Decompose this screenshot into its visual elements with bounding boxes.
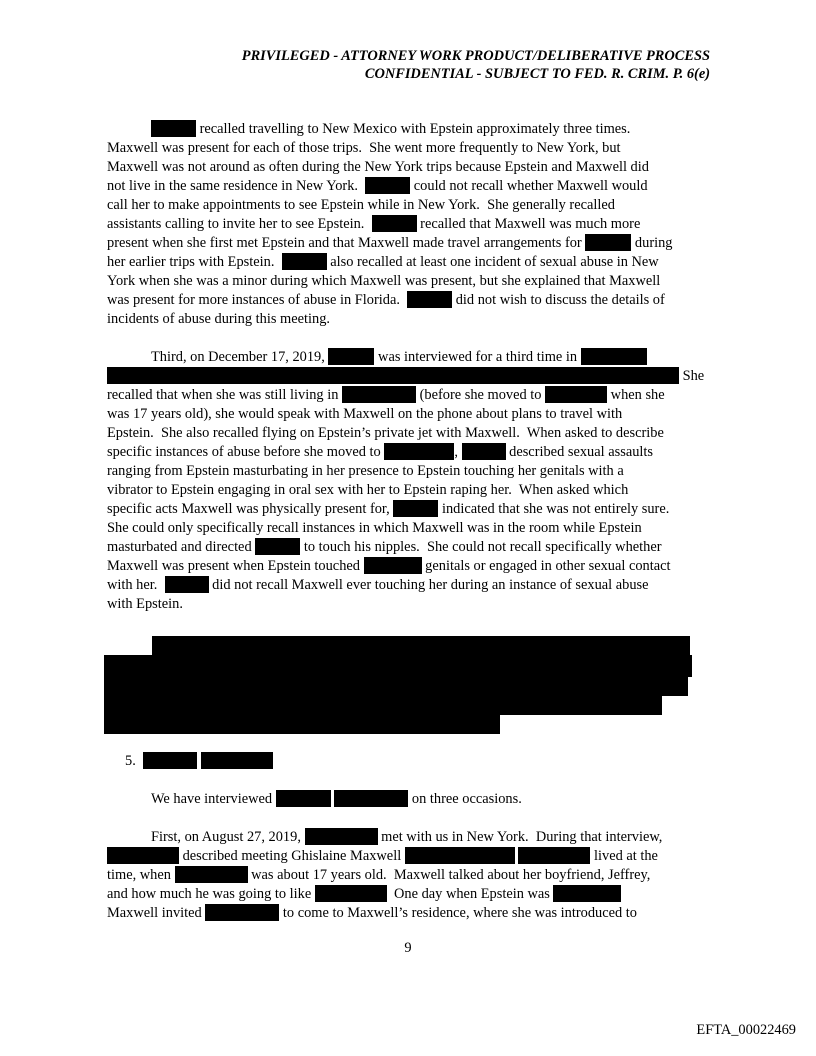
text-line (107, 847, 658, 865)
text-line (107, 139, 621, 157)
text-segment: , (454, 444, 462, 460)
text-segment: assistants calling to invite her to see Epstein. (107, 216, 372, 232)
text-segment: incidents of abuse during this meeting. (107, 311, 331, 327)
text-segment: did not wish to discuss the details of (452, 292, 665, 308)
redaction-box (334, 790, 408, 807)
text-segment: described sexual assaults (505, 444, 653, 460)
text-segment: Maxwell invited (107, 905, 206, 921)
text-line (107, 367, 704, 385)
text-line (107, 519, 642, 537)
redaction-box (384, 443, 454, 460)
text-segment: (before she moved to (416, 387, 546, 403)
text-segment: to come to Maxwell’s residence, where she was introduced to (279, 905, 637, 921)
redaction-box (205, 904, 279, 921)
text-line (107, 866, 650, 884)
text-line (107, 234, 673, 252)
redaction-box (393, 500, 438, 517)
redaction-box (276, 790, 331, 807)
text-segment: when she (607, 387, 665, 403)
header-line-1: PRIVILEGED - ATTORNEY WORK PRODUCT/DELIBERATIVE PROCESS (241, 48, 710, 64)
redaction-box (107, 367, 679, 384)
redaction-box (282, 253, 327, 270)
text-segment: Epstein. She also recalled flying on Epstein’s private jet with Maxwell. When asked to describe (107, 425, 664, 441)
text-segment: with her. (107, 577, 165, 593)
text-segment: Third, on December 17, 2019, (151, 349, 329, 365)
redaction-box (585, 234, 631, 251)
text-segment: on three occasions. (408, 791, 522, 807)
text-segment: was interviewed for a third time in (374, 349, 581, 365)
text-segment: to touch his nipples. She could not recall specifically whether (300, 539, 662, 555)
text-segment: and how much he was going to like (107, 886, 315, 902)
text-segment: call her to make appointments to see Epstein while in New York. She generally recalled (107, 197, 615, 213)
confidentiality-header (242, 47, 710, 83)
text-line (107, 595, 183, 613)
text-segment: specific acts Maxwell was physically present for, (107, 501, 394, 517)
bates-number: EFTA_00022469 (696, 1022, 796, 1038)
text-segment: with Epstein. (107, 596, 183, 612)
text-segment: present when she first met Epstein and that Maxwell made travel arrangements for (107, 235, 586, 251)
text-line (107, 348, 647, 366)
redaction-box (342, 386, 416, 403)
text-segment: Maxwell was not around as often during the New York trips because Epstein and Maxwell did (107, 159, 649, 175)
text-line (107, 481, 628, 499)
text-segment: was 17 years old), she would speak with Maxwell on the phone about plans to travel with (107, 406, 623, 422)
redaction-box (305, 828, 378, 845)
text-line (107, 576, 649, 594)
text-segment: could not recall whether Maxwell would (410, 178, 648, 194)
text-segment: One day when Epstein was (386, 886, 554, 902)
text-line (107, 253, 659, 271)
text-line (107, 557, 671, 575)
text-segment: was about 17 years old. Maxwell talked about her boyfriend, Jeffrey, (247, 867, 651, 883)
redaction-box (175, 866, 248, 883)
redaction-box (518, 847, 590, 864)
header-line-2: CONFIDENTIAL - SUBJECT TO FED. R. CRIM. P. 6(e) (364, 66, 710, 82)
redaction-box (201, 752, 273, 769)
text-segment: Maxwell was present when Epstein touched (107, 558, 364, 574)
redaction-box (372, 215, 417, 232)
redaction-box (165, 576, 209, 593)
text-line (107, 790, 522, 808)
redaction-box (545, 386, 607, 403)
text-line (107, 828, 662, 846)
redaction-box (365, 177, 410, 194)
text-line (107, 386, 665, 404)
text-segment: not live in the same residence in New York. (107, 178, 366, 194)
text-segment: She could only specifically recall instances in which Maxwell was in the room while Epstein (107, 520, 642, 536)
text-segment: We have interviewed (151, 791, 276, 807)
text-segment: also recalled at least one incident of sexual abuse in New (326, 254, 659, 270)
text-segment: York when she was a minor during which Maxwell was present, but she explained that Maxwell (107, 273, 661, 289)
redaction-box (328, 348, 374, 365)
redaction-box (581, 348, 647, 365)
text-segment: was present for more instances of abuse in Florida. (107, 292, 408, 308)
text-line (107, 272, 660, 290)
text-line (107, 405, 622, 423)
text-line (107, 462, 624, 480)
text-line (107, 885, 621, 903)
text-segment: Maxwell was present for each of those trips. She went more frequently to New York, but (107, 140, 621, 156)
redaction-box (364, 557, 422, 574)
redaction-box (407, 291, 452, 308)
text-line (107, 443, 653, 461)
text-line (107, 177, 648, 195)
redaction-box (107, 847, 179, 864)
text-segment: her earlier trips with Epstein. (107, 254, 282, 270)
text-segment: indicated that she was not entirely sure. (438, 501, 670, 517)
text-segment: She (679, 368, 705, 384)
redaction-box (143, 752, 197, 769)
text-segment: First, on August 27, 2019, (151, 829, 305, 845)
text-line (107, 291, 665, 309)
text-segment: during (631, 235, 673, 251)
text-segment: masturbated and directed (107, 539, 256, 555)
redaction-box (255, 538, 300, 555)
text-segment: described meeting Ghislaine Maxwell (179, 848, 405, 864)
text-segment: lived at the (590, 848, 658, 864)
text-segment: recalled travelling to New Mexico with Epstein approximately three times. (196, 121, 631, 137)
text-line (107, 120, 630, 138)
redaction-box (405, 847, 515, 864)
text-segment: specific instances of abuse before she moved to (107, 444, 385, 460)
text-line (107, 158, 649, 176)
text-segment: recalled that Maxwell was much more (416, 216, 641, 232)
redaction-block (104, 712, 500, 734)
text-line (107, 500, 669, 518)
text-segment: ranging from Epstein masturbating in her presence to Epstein touching her genitals with a (107, 463, 624, 479)
text-line (107, 196, 615, 214)
text-segment: met with us in New York. During that interview, (377, 829, 663, 845)
text-line (107, 752, 273, 770)
text-segment: did not recall Maxwell ever touching her during an instance of sexual abuse (208, 577, 649, 593)
text-line (107, 215, 640, 233)
redaction-box (553, 885, 621, 902)
redaction-box (462, 443, 506, 460)
page-number: 9 (404, 940, 412, 956)
redaction-box (315, 885, 387, 902)
redaction-box (151, 120, 196, 137)
text-segment: recalled that when she was still living in (107, 387, 342, 403)
text-line (107, 424, 664, 442)
text-line (107, 310, 330, 328)
text-segment: vibrator to Epstein engaging in oral sex with her to Epstein raping her. When asked which (107, 482, 629, 498)
text-line (107, 904, 637, 922)
text-segment: 5. (125, 753, 143, 769)
text-line (107, 538, 662, 556)
text-segment: genitals or engaged in other sexual contact (421, 558, 671, 574)
text-segment: time, when (107, 867, 175, 883)
